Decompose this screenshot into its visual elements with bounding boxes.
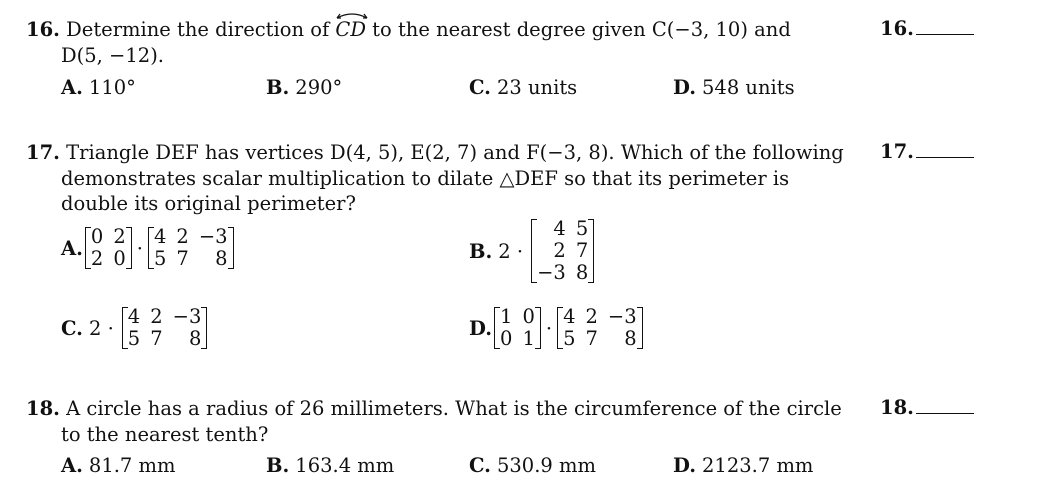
overline-arrow-icon xyxy=(335,10,369,20)
answer-line[interactable] xyxy=(916,156,974,158)
question-text: demonstrates scalar multiplication to dilate △DEF so that its perimeter is xyxy=(61,166,790,190)
question-text: D(5, −12). xyxy=(61,43,165,67)
vertex-matrix: 4 2 −3 5 7 8 xyxy=(122,306,208,350)
matrix: 0 2 2 0 xyxy=(85,226,132,270)
question-text: to the nearest degree given C(−3, 10) and xyxy=(365,18,791,41)
answer-line[interactable] xyxy=(916,33,974,35)
choice-d[interactable]: D. 548 units xyxy=(673,76,795,99)
answer-blank-16[interactable]: 16. xyxy=(880,17,974,40)
answer-line[interactable] xyxy=(916,412,974,414)
question-number: 18. xyxy=(26,397,60,420)
question-17-text xyxy=(26,140,866,217)
vertex-matrix: 4 2 −3 5 7 8 xyxy=(557,306,643,350)
choice-b[interactable]: B. 290° xyxy=(266,76,343,99)
question-text: double its original perimeter? xyxy=(61,192,356,215)
question-16-text xyxy=(26,17,866,68)
question-number: 16. xyxy=(26,18,60,41)
question-text: A circle has a radius of 26 millimeters. What is the circumference of the circle xyxy=(66,397,842,420)
question-number: 17. xyxy=(26,141,60,164)
question-18-text xyxy=(26,396,866,447)
question-text: Triangle DEF has vertices D(4, 5), E(2, 7) and F(−3, 8). Which of the following xyxy=(66,141,844,164)
identity-matrix: 1 0 0 1 xyxy=(494,306,541,350)
choice-b[interactable]: B. 163.4 mm xyxy=(266,454,395,477)
choice-a[interactable]: A. 81.7 mm xyxy=(61,454,176,477)
choice-c[interactable]: C. 2 · 4 2 −3 5 7 8 xyxy=(61,306,207,350)
choice-d[interactable]: D. 2123.7 mm xyxy=(673,454,814,477)
choice-a[interactable]: A. 0 2 2 0 · 4 2 −3 5 7 8 xyxy=(61,226,234,270)
choice-b[interactable]: B. 2 · 4 5 2 7 −3 8 xyxy=(469,218,594,284)
answer-blank-17[interactable]: 17. xyxy=(880,140,974,163)
vertex-matrix-transposed: 4 5 2 7 −3 8 xyxy=(531,218,594,284)
choice-a[interactable]: A. 110° xyxy=(61,76,136,99)
question-text: to the nearest tenth? xyxy=(61,422,269,446)
segment-cd: CD xyxy=(335,17,366,43)
vertex-matrix: 4 2 −3 5 7 8 xyxy=(148,226,234,270)
question-text: Determine the direction of xyxy=(66,18,336,41)
answer-blank-18[interactable]: 18. xyxy=(880,396,974,419)
choice-c[interactable]: C. 23 units xyxy=(469,76,578,99)
choice-c[interactable]: C. 530.9 mm xyxy=(469,454,596,477)
choice-d[interactable]: D. 1 0 0 1 · 4 2 −3 5 7 8 xyxy=(469,306,643,350)
